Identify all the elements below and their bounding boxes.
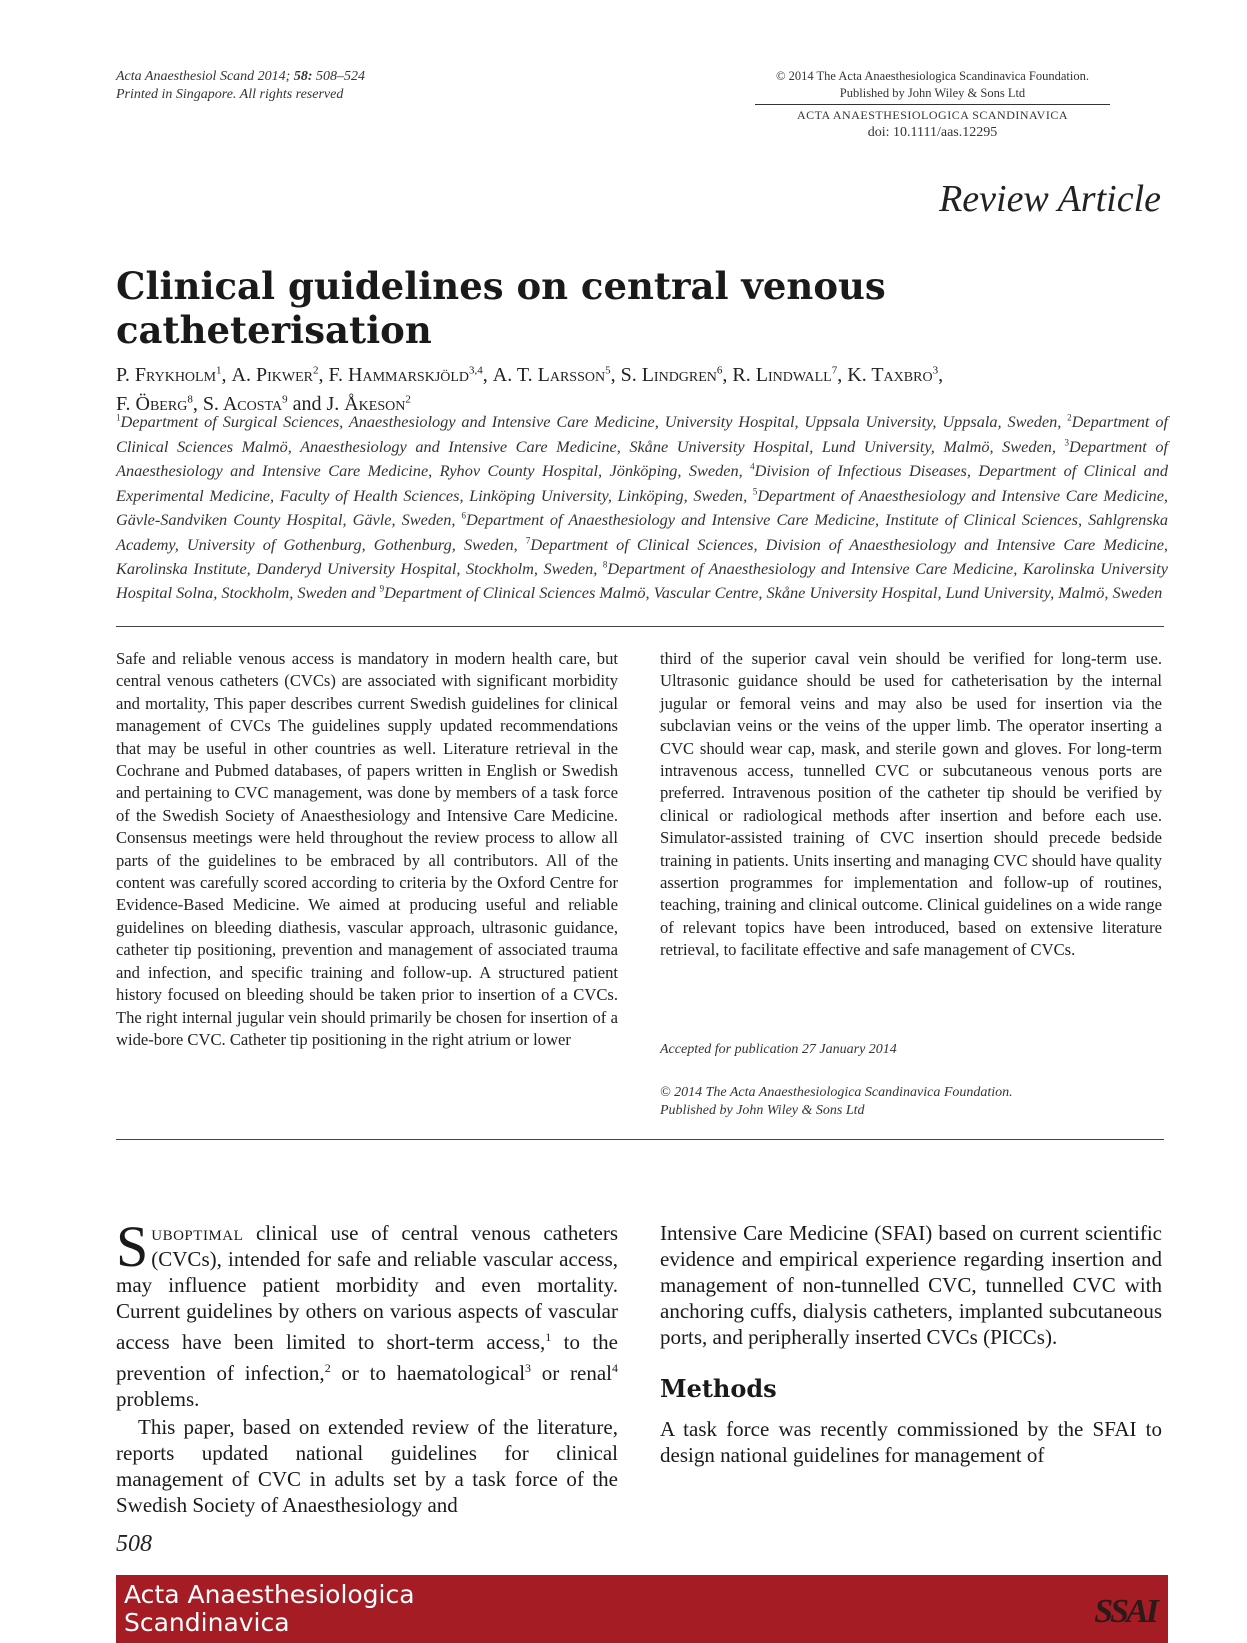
author-2: A. Pikwer$^2$, (231, 363, 329, 386)
body-left-column (116, 1214, 619, 1518)
page-number: 508 (116, 1531, 152, 1557)
citation-line-1: Acta Anaesthesiol Scand 2014; 58: 508–524 (116, 69, 366, 84)
copyright-line: © 2014 The Acta Anaesthesiologica Scandinavica Foundation. (775, 69, 1090, 83)
abstract-top-rule (116, 626, 1164, 627)
methods-heading: Methods (660, 1374, 777, 1403)
citation-header (116, 68, 365, 104)
accepted-date: Accepted for publication 27 January 2014 (660, 1042, 897, 1057)
author-4: A. T. Larsson$^5$, (492, 363, 621, 386)
affiliation-1: $^1$Department of Surgical Sciences, Anaesthesiology and Intensive Care Medicine, University Hospital, Uppsala University, Uppsala, Sweden, (116, 412, 1068, 432)
drop-cap: S (116, 1214, 149, 1279)
abstract-right-column: third of the superior caval vein should be verified for long-term use. Ultrasonic guidance should be used for catheterisation by the internal jugular or femoral veins and may also be used for insertion via the subclavian veins or the veins of the upper limb. The operator inserting a CVC should wear cap, mask, and sterile gown and gloves. For long-term intravenous access, tunnelled CVC or subcutaneous venous ports are preferred. Intravenous position of the catheter tip should be verified by clinical or radiological methods after insertion and before each use. Simulator-assisted training of CVC insertion should precede bedside training in patients. Units inserting and managing CVC should have quality assertion programmes for implementation and follow-up of routines, teaching, training and clinical outcome. Clinical guidelines on a wide range of relevant topics have been introduced, based on extensive literature retrieval, to facilitate effective and safe management of CVCs. (660, 649, 1162, 960)
abstract-bottom-rule (116, 1139, 1164, 1140)
affiliation-7: $^7$Department of Clinical Sciences, Division of Anaesthesiology and Intensive Care Medicine, Karolinska Institute, Danderyd University Hospital, Stockholm, Sweden, (116, 534, 1168, 578)
affiliation-3: $^3$Department of Anaesthesiology and Intensive Care Medicine, Ryhov County Hospital, Jönköping, Sweden, (116, 436, 1168, 481)
footer-journal-name: Acta Anaesthesiologica Scandinavica (124, 1580, 415, 1637)
citation-line-2: Printed in Singapore. All rights reserved (116, 87, 344, 102)
publisher-header (755, 68, 1110, 141)
author-8: F. Öberg$^8$, (116, 393, 203, 416)
author-10: J. Åkeson$^2$ (326, 393, 411, 416)
publisher-line: Published by John Wiley & Sons Ltd (839, 86, 1026, 100)
reference-4[interactable]: 4 (612, 1361, 619, 1375)
article-title: Clinical guidelines on central venous catheterisation (116, 264, 886, 353)
reference-1[interactable]: 1 (545, 1330, 552, 1344)
ssai-logo-icon: SSAI (1094, 1593, 1156, 1630)
lead-word: uboptimal (151, 1221, 244, 1245)
article-type: Review Article (939, 178, 1161, 220)
journal-name: ACTA ANAESTHESIOLOGICA SCANDINAVICA (755, 104, 1110, 124)
affiliation-8: $^8$Department of Anaesthesiology and Intensive Care Medicine, Karolinska University Hospital Solna, Stockholm, Sweden and (116, 558, 1168, 603)
author-1: P. Frykholm$^1$, (116, 363, 232, 386)
affiliation-6: $^6$Department of Anaesthesiology and Intensive Care Medicine, Institute of Clinical Sciences, Sahlgrenska Academy, University of Gothenburg, Gothenburg, Sweden, (116, 510, 1168, 554)
doi-link[interactable]: doi: 10.1111/aas.12295 (867, 125, 998, 140)
affiliation-4: $^4$Division of Infectious Diseases, Department of Clinical and Experimental Medicine, Faculty of Health Sciences, Linköping University, Linköping, Sweden, (116, 461, 1168, 505)
author-6: R. Lindwall$^7$, (732, 363, 848, 386)
author-7: K. Taxbro$^3$, (847, 363, 944, 386)
reference-3[interactable]: 3 (525, 1361, 532, 1375)
intro-paragraph-3: Intensive Care Medicine (SFAI) based on current scientific evidence and empirical experience regarding insertion and management of non-tunnelled CVC, tunnelled CVC with anchoring cuffs, dialysis catheters, implanted subcutaneous ports, and peripherally inserted CVCs (PICCs). (660, 1221, 1162, 1349)
reference-2[interactable]: 2 (324, 1361, 331, 1375)
affiliation-2: $^2$Department of Clinical Sciences Malmö, Anaesthesiology and Intensive Care Medicine, Skåne University Hospital, Lund University, Malmö, Sweden, (116, 412, 1168, 456)
intro-paragraph-1: Suboptimal clinical use of central venous catheters (CVCs), intended for safe and reliable vascular access, may influence patient morbidity and even mortality. Current guidelines by others on various aspects of vascular access have been limited to short-term access,$^1$ to the prevention of infection,$^2$ or to haematological$^3$ or renal$^4$ problems. (116, 1214, 619, 1411)
affiliation-9: $^9$Department of Clinical Sciences Malmö, Vascular Centre, Skåne University Hospital, Lund University, Malmö, Sweden (379, 583, 1163, 603)
methods-paragraph-1: A task force was recently commissioned by the SFAI to design national guidelines for management of (660, 1417, 1162, 1467)
intro-paragraph-2: This paper, based on extended review of the literature, reports updated national guidelines for clinical management of CVC in adults set by a task force of the Swedish Society of Anaesthesiology and (116, 1415, 618, 1517)
abstract-copyright: © 2014 The Acta Anaesthesiologica Scandinavica Foundation. Published by John Wiley & Sons Ltd (660, 1085, 1013, 1118)
journal-footer-bar (116, 1575, 1168, 1643)
author-3: F. Hammarskjöld$^{3,4}$, (328, 363, 493, 386)
affiliations (116, 408, 1168, 603)
body-right-column (660, 1220, 1162, 1468)
author-5: S. Lindgren$^6$, (620, 363, 733, 386)
affiliation-5: $^5$Department of Anaesthesiology and Intensive Care Medicine, Gävle-Sandviken County Hospital, Gävle, Sweden, (116, 485, 1168, 530)
abstract-left-column: Safe and reliable venous access is mandatory in modern health care, but central venous catheters (CVCs) are associated with significant morbidity and mortality, This paper describes current Swedish guidelines for clinical management of CVCs The guidelines supply updated recommendations that may be useful in other countries as well. Literature retrieval in the Cochrane and Pubmed databases, of papers written in English or Swedish and pertaining to CVC management, was done by members of a task force of the Swedish Society of Anaesthesiology and Intensive Care Medicine. Consensus meetings were held throughout the review process to allow all parts of the guidelines to be embraced by all contributors. All of the content was carefully scored according to criteria by the Oxford Centre for Evidence-Based Medicine. We aimed at producing useful and reliable guidelines on bleeding diathesis, vascular approach, ultrasonic guidance, catheter tip positioning, prevention and management of associated trauma and infection, and specific training and follow-up. A structured patient history focused on bleeding should be taken prior to insertion of a CVCs. The right internal jugular vein should primarily be chosen for insertion of a wide-bore CVC. Catheter tip positioning in the right atrium or lower (116, 649, 618, 1049)
author-9: S. Acosta$^9$ and (202, 393, 327, 416)
